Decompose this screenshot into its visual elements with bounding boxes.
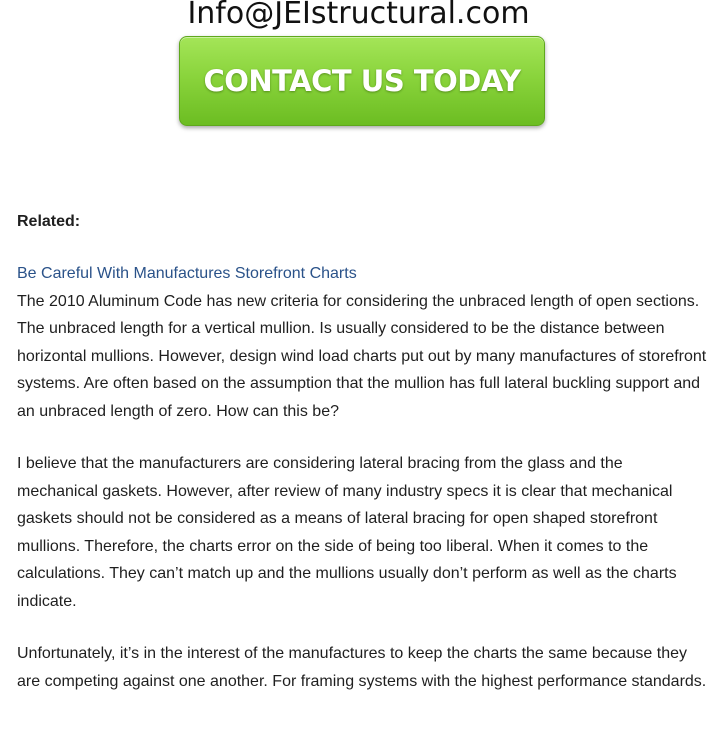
- contact-us-label: CONTACT US TODAY: [203, 64, 521, 98]
- paragraph-2: I believe that the manufacturers are considering lateral bracing from the glass and the mechanical gaskets. However, after review of many industry specs it is clear that mechanical gaskets should not be considered as a means of lateral bracing for open shaped storefront mullions. Therefore, the charts error on the side of being too liberal. When it comes to the calculations. They can’t match up and the mullions usually don’t perform as well as the charts indicate.: [17, 455, 677, 610]
- contact-email[interactable]: Info@JEIstructural.com: [187, 0, 530, 31]
- article-body: [17, 208, 707, 695]
- contact-us-button[interactable]: [179, 36, 545, 126]
- paragraph-3: Unfortunately, it’s in the interest of the manufactures to keep the charts the same because they are competing against one another. For framing systems with the highest performance standards.: [17, 645, 707, 690]
- related-article-link[interactable]: Be Careful With Manufactures Storefront Charts: [17, 265, 357, 282]
- spacer: [17, 236, 707, 261]
- related-heading: Related:: [17, 213, 81, 230]
- paragraph-1: The 2010 Aluminum Code has new criteria for considering the unbraced length of open sections. The unbraced length for a vertical mullion. Is usually considered to be the distance between horizontal mullions. However, design wind load charts put out by many manufactures of storefront systems. Are often based on the assumption that the mullion has full lateral buckling support and an unbraced length of zero. How can this be?: [17, 292, 707, 420]
